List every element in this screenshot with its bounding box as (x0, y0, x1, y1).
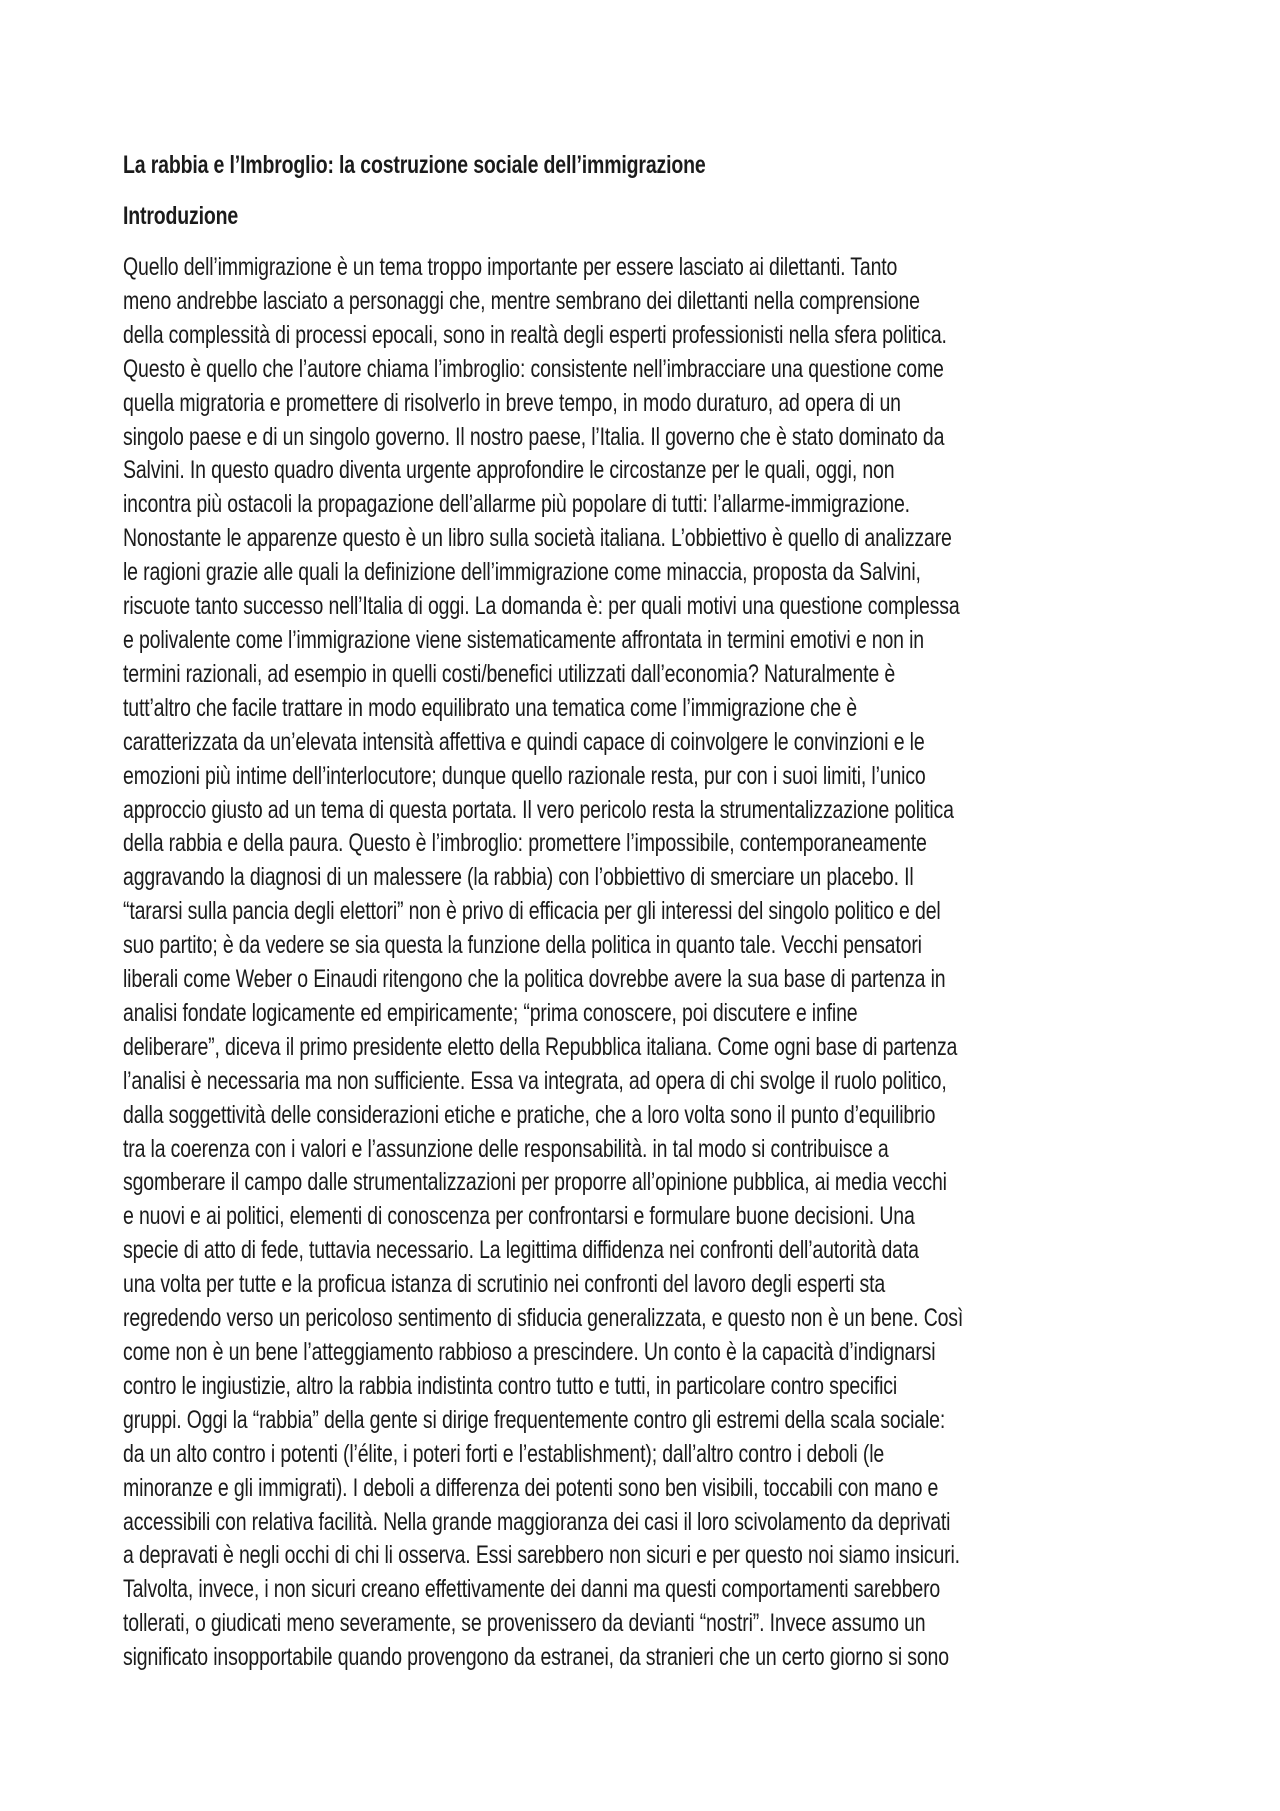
body-line: riscuote tanto successo nell’Italia di oggi. La domanda è: per quali motivi una questione complessa (123, 592, 960, 621)
body-line: termini razionali, ad esempio in quelli costi/benefici utilizzati dall’economia? Naturalmente è (123, 659, 896, 688)
body-line: Quello dell’immigrazione è un tema troppo importante per essere lasciato ai dilettanti. Tanto (123, 253, 898, 281)
body-line: analisi fondate logicamente ed empiricamente; “prima conoscere, poi discutere e infine (123, 998, 858, 1027)
body-line: e polivalente come l’immigrazione viene sistematicamente affrontata in termini emotivi e non in (123, 625, 924, 654)
body-line: significato insopportabile quando provengono da estranei, da stranieri che un certo giorno si sono (123, 1643, 949, 1672)
body-line: le ragioni grazie alle quali la definizione dell’immigrazione come minaccia, proposta da Salvini, (123, 558, 921, 587)
body-line: Questo è quello che l’autore chiama l’imbroglio: consistente nell’imbracciare una questione come (123, 354, 944, 383)
body-line: minoranze e gli immigrati). I deboli a differenza dei potenti sono ben visibili, toccabili con mano e (123, 1473, 939, 1502)
body-line: Salvini. In questo quadro diventa urgente approfondire le circostanze per le quali, oggi, non (123, 456, 895, 485)
body-line: singolo paese e di un singolo governo. Il nostro paese, l’Italia. Il governo che è stato dominato da (123, 422, 945, 451)
section-heading: Introduzione (123, 202, 239, 230)
body-line: approccio giusto ad un tema di questa portata. Il vero pericolo resta la strumentalizzazione politica (123, 795, 954, 824)
body-line: deliberare”, diceva il primo presidente eletto della Repubblica italiana. Come ogni base di partenza (123, 1032, 958, 1061)
body-line: caratterizzata da un’elevata intensità affettiva e quindi capace di coinvolgere le convinzioni e le (123, 727, 925, 756)
body-line: suo partito; è da vedere se sia questa la funzione della politica in quanto tale. Vecchi pensatori (123, 931, 922, 960)
body-line: tra la coerenza con i valori e l’assunzione delle responsabilità. in tal modo si contribuisce a (123, 1134, 889, 1163)
body-line: l’analisi è necessaria ma non sufficiente. Essa va integrata, ad opera di chi svolge il ruolo politico, (123, 1066, 947, 1095)
body-line: Nonostante le apparenze questo è un libro sulla società italiana. L’obbiettivo è quello di analizzare (123, 524, 952, 553)
body-line: sgomberare il campo dalle strumentalizzazioni per proporre all’opinione pubblica, ai media vecchi (123, 1168, 947, 1197)
body-line: “tararsi sulla pancia degli elettori” non è privo di efficacia per gli interessi del singolo politico e del (123, 897, 941, 926)
body-line: da un alto contro i potenti (l’élite, i poteri forti e l’establishment); dall’altro contro i deboli (le (123, 1439, 885, 1468)
body-line: quella migratoria e promettere di risolverlo in breve tempo, in modo duraturo, ad opera di un (123, 388, 901, 417)
body-line: una volta per tutte e la proficua istanza di scrutinio nei confronti del lavoro degli esperti sta (123, 1270, 886, 1299)
body-line: meno andrebbe lasciato a personaggi che, mentre sembrano dei dilettanti nella comprensione (123, 286, 920, 315)
body-line: della rabbia e della paura. Questo è l’imbroglio: promettere l’impossibile, contemporaneamente (123, 829, 927, 858)
body-line: e nuovi e ai politici, elementi di conoscenza per confrontarsi e formulare buone decisioni. Una (123, 1202, 915, 1231)
body-line: come non è un bene l’atteggiamento rabbioso a prescindere. Un conto è la capacità d’indignarsi (123, 1338, 936, 1366)
body-paragraph (123, 251, 1163, 1675)
body-line: emozioni più intime dell’interlocutore; dunque quello razionale resta, pur con i suoi limiti, l’unico (123, 761, 926, 790)
body-line: contro le ingiustizie, altro la rabbia indistinta contro tutto e tutti, in particolare contro specifici (123, 1371, 898, 1400)
text-column (123, 148, 1163, 1675)
body-line: regredendo verso un pericoloso sentimento di sfiducia generalizzata, e questo non è un bene. Così (123, 1304, 964, 1333)
body-line: accessibili con relativa facilità. Nella grande maggioranza dei casi il loro scivolamento da deprivati (123, 1507, 951, 1536)
body-line: incontra più ostacoli la propagazione dell’allarme più popolare di tutti: l’allarme-immigrazione. (123, 490, 910, 519)
body-line: della complessità di processi epocali, sono in realtà degli esperti professionisti nella sfera politica. (123, 320, 947, 349)
body-line: tollerati, o giudicati meno severamente, se provenissero da devianti “nostri”. Invece assumo un (123, 1609, 926, 1638)
body-line: gruppi. Oggi la “rabbia” della gente si dirige frequentemente contro gli estremi della scala sociale: (123, 1405, 946, 1434)
body-line: a depravati è negli occhi di chi li osserva. Essi sarebbero non sicuri e per questo noi siamo insicuri. (123, 1541, 960, 1570)
body-line: Talvolta, invece, i non sicuri creano effettivamente dei danni ma questi comportamenti sarebbero (123, 1575, 941, 1604)
body-line: aggravando la diagnosi di un malessere (la rabbia) con l’obbiettivo di smerciare un placebo. Il (123, 863, 914, 892)
body-line: specie di atto di fede, tuttavia necessario. La legittima diffidenza nei confronti dell’autorità data (123, 1236, 919, 1265)
document-title: La rabbia e l’Imbroglio: la costruzione sociale dell’immigrazione (123, 151, 706, 179)
body-line: dalla soggettività delle considerazioni etiche e pratiche, che a loro volta sono il punto d’equilibrio (123, 1100, 936, 1129)
body-line: tutt’altro che facile trattare in modo equilibrato una tematica come l’immigrazione che è (123, 693, 857, 722)
body-line: liberali come Weber o Einaudi ritengono che la politica dovrebbe avere la sua base di partenza in (123, 965, 946, 994)
